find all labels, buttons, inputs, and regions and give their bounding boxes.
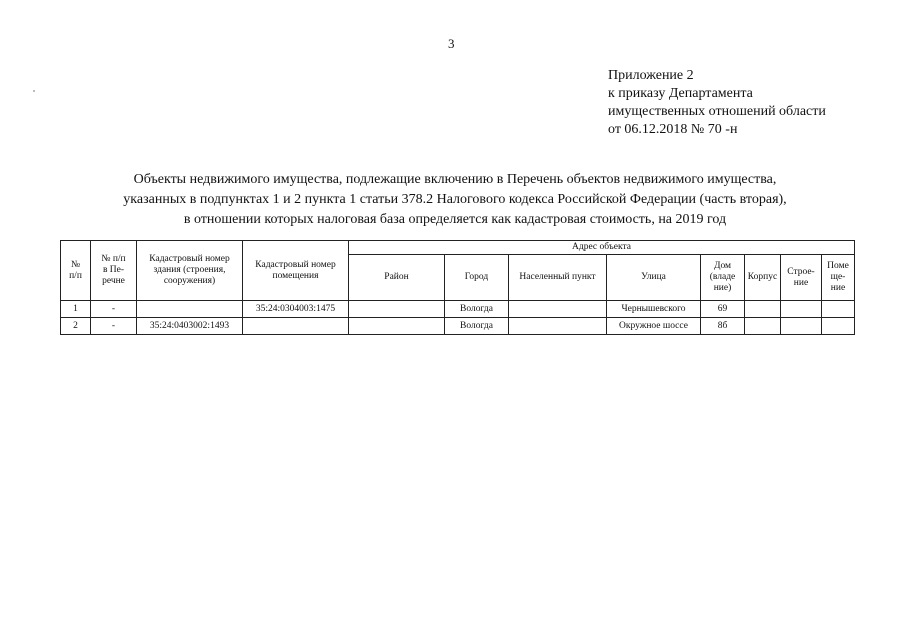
col-header-premises-cadastral: Кадастровый номер помещения [243,241,349,301]
cell-street: Окружное шоссе [607,318,701,335]
col-header-num: № п/п [61,241,91,301]
title-line: Объекты недвижимого имущества, подлежащие включению в Перечень объектов недвижимого имущества, [133,172,777,187]
cell-city: Вологда [445,318,509,335]
cell-district [349,318,445,335]
cell-building-cadastral [137,301,243,318]
document-title [60,170,850,230]
header-row [61,241,855,255]
cell-settlement [509,318,607,335]
cell-num: 1 [61,301,91,318]
cell-list-num: - [91,301,137,318]
col-header-settlement: Населенный пункт [509,255,607,301]
appendix-line: от 06.12.2018 № 70 -н [608,122,738,137]
appendix-line: имущественных отношений области [608,104,826,119]
col-header-building-cadastral: Кадастровый номер здания (строения, сооружения) [137,241,243,301]
cell-settlement [509,301,607,318]
cell-city: Вологда [445,301,509,318]
cell-premises-cadastral [243,318,349,335]
cell-building [781,318,822,335]
col-header-premises: Поме ще- ние [822,255,855,301]
cell-num: 2 [61,318,91,335]
col-header-address-group: Адрес объекта [349,241,855,255]
cell-block [745,318,781,335]
appendix-block [608,67,826,139]
col-header-street: Улица [607,255,701,301]
cell-house: 8б [701,318,745,335]
cell-block [745,301,781,318]
cell-building-cadastral: 35:24:0403002:1493 [137,318,243,335]
cell-premises [822,301,855,318]
col-header-block: Корпус [745,255,781,301]
cell-house: 69 [701,301,745,318]
page-number: 3 [448,36,455,51]
title-line: указанных в подпунктах 1 и 2 пункта 1 статьи 378.2 Налогового кодекса Российской Федерации (часть вторая), [123,192,787,207]
title-line: в отношении которых налоговая база определяется как кадастровая стоимость, на 2019 год [183,212,727,227]
col-header-list-num: № п/п в Пе- речне [91,241,137,301]
cell-street: Чернышевского [607,301,701,318]
col-header-district: Район [349,255,445,301]
col-header-house: Дом (владе ние) [701,255,745,301]
cell-premises-cadastral: 35:24:0304003:1475 [243,301,349,318]
cell-premises [822,318,855,335]
objects-table [60,240,855,335]
cell-building [781,301,822,318]
col-header-building: Строе- ние [781,255,822,301]
cell-district [349,301,445,318]
col-header-city: Город [445,255,509,301]
appendix-line: Приложение 2 [608,68,694,83]
scan-speck [33,90,35,92]
cell-list-num: - [91,318,137,335]
table-row [61,301,855,318]
table-row [61,318,855,335]
appendix-line: к приказу Департамента [608,86,753,101]
